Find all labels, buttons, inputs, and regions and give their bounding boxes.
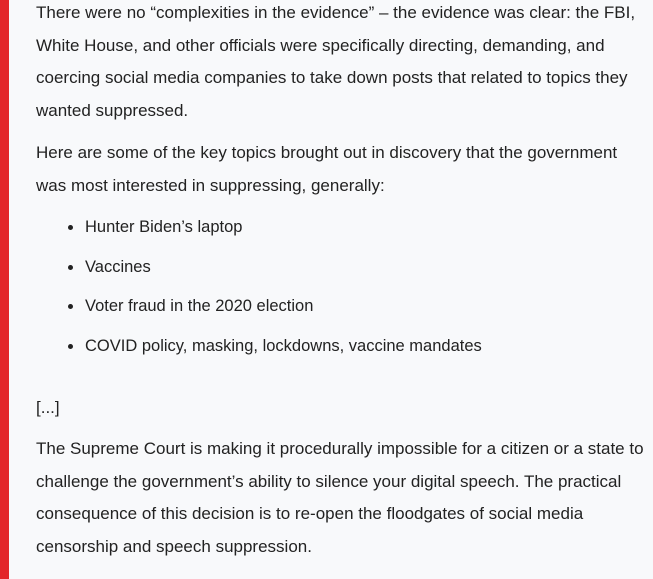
quote-paragraph-supreme-court: The Supreme Court is making it procedurally impossible for a citizen or a state to challenge the government’s ability to silence your digital speech. The practical consequence of this decision is to re-open the floodgates of social media censorship and speech suppression. xyxy=(36,439,644,556)
topic-list xyxy=(36,215,648,358)
list-item-vaccines: Vaccines xyxy=(36,255,648,279)
list-item-hunter-biden-laptop: Hunter Biden’s laptop xyxy=(36,215,648,239)
blockquote xyxy=(36,0,648,563)
list-item-covid-policy: COVID policy, masking, lockdowns, vaccine mandates xyxy=(36,334,648,358)
quote-ellipsis: [...] xyxy=(36,397,60,417)
quote-paragraph-topics-intro: Here are some of the key topics brought out in discovery that the government was most interested in suppressing, generally: xyxy=(36,143,618,195)
blockquote-accent-bar xyxy=(0,0,9,579)
list-item-voter-fraud: Voter fraud in the 2020 election xyxy=(36,294,648,318)
quote-paragraph-evidence: There were no “complexities in the evidence” – the evidence was clear: the FBI, White House, and other officials were specifically directing, demanding, and coercing social media companies to take down posts that related to topics they wanted suppressed. xyxy=(36,3,636,120)
